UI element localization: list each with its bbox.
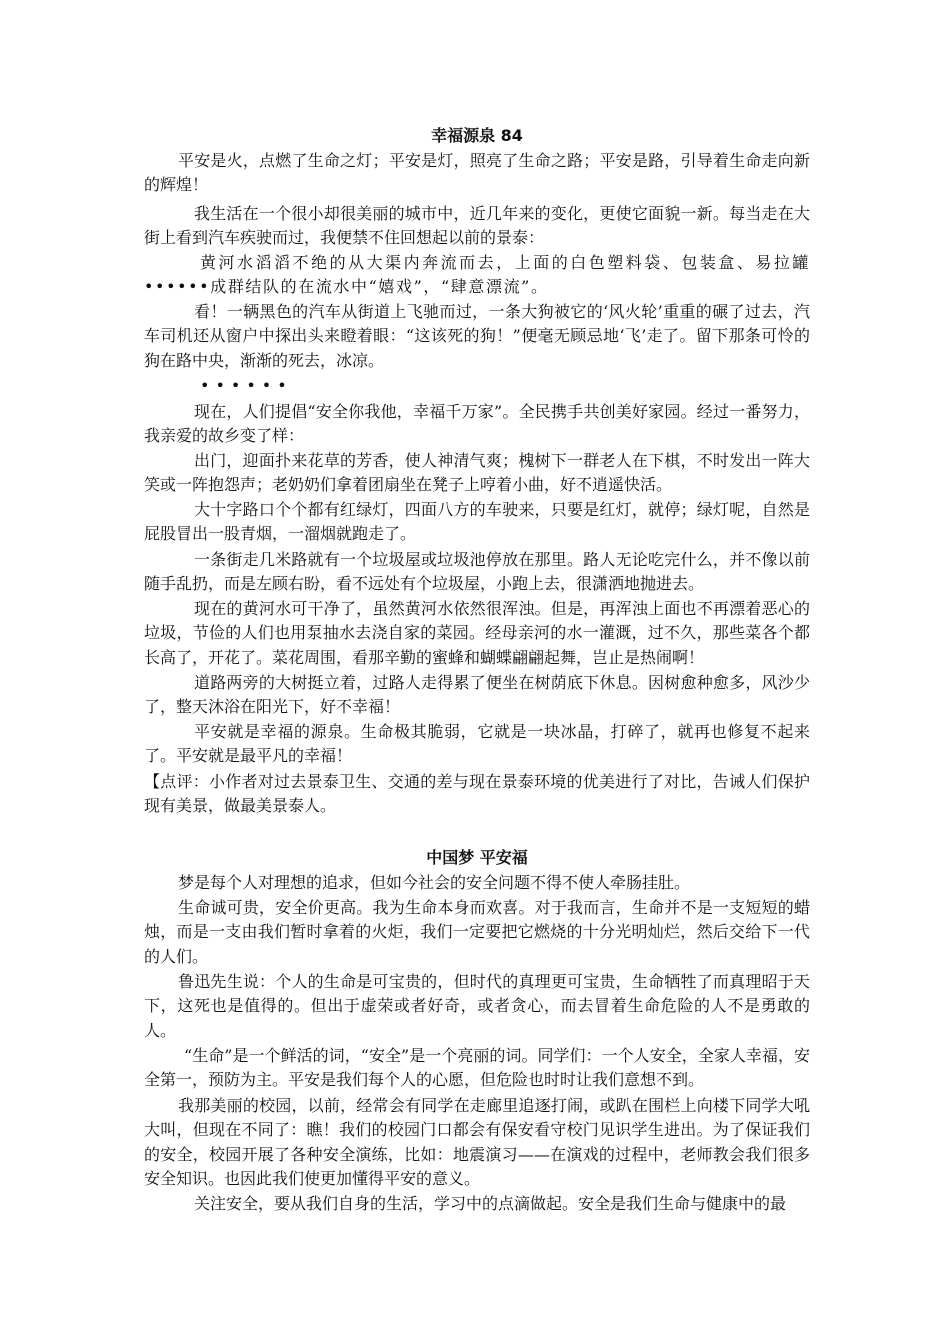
paragraph: 生命诚可贵，安全价更高。我为生命本身而欢喜。对于我而言，生命并不是一支短短的蜡烛，而是一支由我们暂时拿着的火炬，我们一定要把它燃烧的十分光明灿烂，然后交给下一代的人们。	[144, 898, 810, 966]
paragraph: 道路两旁的大树挺立着，过路人走得累了便坐在树荫底下休息。因树愈种愈多，风沙少了，整天沐浴在阳光下，好不幸福！	[144, 673, 810, 717]
article-title: 中国梦 平安福	[426, 848, 528, 867]
paragraph: 现在，人们提倡“安全你我他，幸福千万家”。全民携手共创美好家园。经过一番努力，我亲爱的故乡变了样：	[144, 402, 810, 446]
ellipsis-dots: ••••••	[200, 376, 293, 395]
paragraph: 我那美丽的校园，以前，经常会有同学在走廊里追逐打闹，或趴在围栏上向楼下同学大吼大叫，但现在不同了：瞧！我们的校园门口都会有保安看守校门见识学生进出。为了保证我们的安全，校园开展了各种安全演练，比如：地震演习——在演戏的过程中，老师教会我们很多安全知识。也因此我们使更加懂得平安的意义。	[144, 1096, 810, 1188]
paragraph: 平安是火，点燃了生命之灯；平安是灯，照亮了生命之路；平安是路，引导着生命走向新的辉煌！	[144, 151, 810, 195]
paragraph: 出门，迎面扑来花草的芳香，使人神清气爽；槐树下一群老人在下棋，不时发出一阵大笑或一阵抱怨声；老奶奶们拿着团扇坐在凳子上哼着小曲，好不逍遥快活。	[144, 451, 810, 495]
paragraph: 大十字路口个个都有红绿灯，四面八方的车驶来，只要是红灯，就停；绿灯呢，自然是屁股冒出一股青烟，一溜烟就跑走了。	[144, 500, 810, 544]
paragraph: 梦是每个人对理想的追求，但如今社会的安全问题不得不使人牵肠挂肚。	[178, 873, 691, 892]
article-title: 幸福源泉 84	[431, 126, 523, 145]
review-comment: 【点评：小作者对过去景泰卫生、交通的差与现在景泰环境的优美进行了对比，告诫人们保护现有美景，做最美景泰人。	[144, 772, 810, 816]
paragraph: 我生活在一个很小却很美丽的城市中，近几年来的变化，更使它面貌一新。每当走在大街上看到汽车疾驶而过，我便禁不住回想起以前的景泰：	[144, 204, 810, 248]
paragraph: 看！一辆黑色的汽车从街道上飞驰而过，一条大狗被它的‘风火轮’重重的碾了过去，汽车司机还从窗户中探出头来瞪着眼：“这该死的狗！”便毫无顾忌地‘飞’走了。留下那条可怜的狗在路中央，渐渐的死去，冰凉。	[144, 302, 810, 370]
paragraph: 一条街走几米路就有一个垃圾屋或垃圾池停放在那里。路人无论吃完什么，并不像以前随手乱扔，而是左顾右盼，看不远处有个垃圾屋，小跑上去，很潇洒地抛进去。	[144, 550, 810, 594]
paragraph: 关注安全，要从我们自身的生活，学习中的点滴做起。安全是我们生命与健康中的最	[194, 1194, 787, 1213]
paragraph: 平安就是幸福的源泉。生命极其脆弱，它就是一块冰晶，打碎了，就再也修复不起来了。平安就是最平凡的幸福！	[144, 722, 810, 766]
paragraph: 鲁迅先生说：个人的生命是可宝贵的，但时代的真理更可宝贵，生命牺牲了而真理昭于天下，这死也是值得的。但出于虚荣或者好奇，或者贪心，而去冒着生命危险的人不是勇敢的人。	[144, 972, 810, 1040]
paragraph: “生命”是一个鲜活的词，“安全”是一个亮丽的词。同学们：一个人安全，全家人幸福，安全第一，预防为主。平安是我们每个人的心愿，但危险也时时让我们意想不到。	[144, 1046, 810, 1090]
paragraph: 黄河水滔滔不绝的从大渠内奔流而去，上面的白色塑料袋、包装盒、易拉罐••••••成群结队的在流水中“嬉戏”，“肆意漂流”。	[144, 253, 810, 297]
paragraph: 现在的黄河水可干净了，虽然黄河水依然很浑浊。但是，再浑浊上面也不再漂着恶心的垃圾，节俭的人们也用泵抽水去浇自家的菜园。经母亲河的水一灌溉，过不久，那些菜各个都长高了，开花了。菜花周围，看那辛勤的蜜蜂和蝴蝶翩翩起舞，岂止是热闹啊！	[144, 599, 810, 667]
